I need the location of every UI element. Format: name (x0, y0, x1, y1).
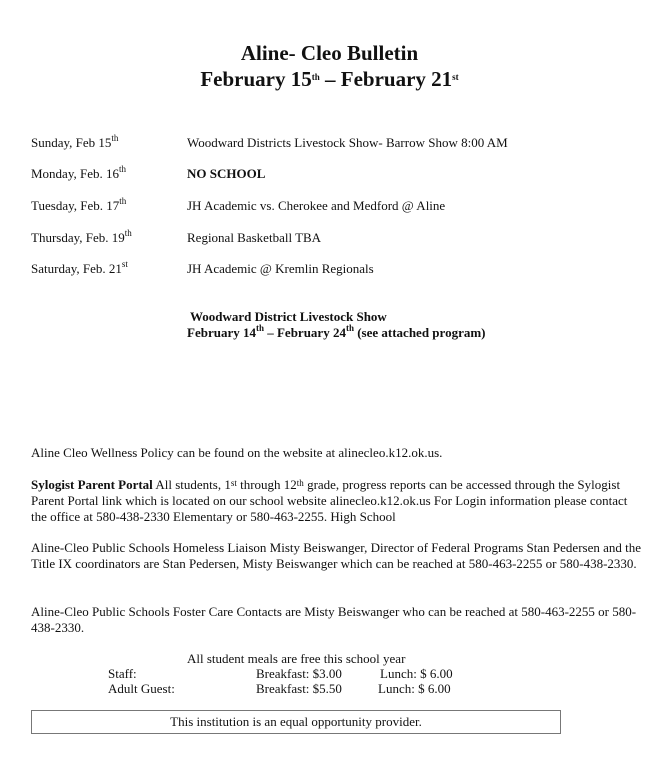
date-end: – February 21 (319, 67, 453, 91)
livestock-show-dates: February 14th – February 24th (see attached program) (187, 323, 486, 340)
event-description: JH Academic @ Kremlin Regionals (187, 261, 374, 276)
event-description: NO SCHOOL (187, 166, 266, 181)
bulletin-title (0, 40, 659, 66)
event-description: Woodward Districts Livestock Show- Barrow Show 8:00 AM (187, 135, 508, 150)
meal-breakfast: Breakfast: $5.50 (256, 681, 342, 696)
event-date: Sunday, Feb 15th (31, 133, 119, 150)
event-date: Saturday, Feb. 21st (31, 259, 128, 276)
date-end-suffix: st (452, 72, 459, 82)
wellness-policy-text: Aline Cleo Wellness Policy can be found on the website at alinecleo.k12.ok.us. (31, 445, 443, 460)
foster-care-text: Aline-Cleo Public Schools Foster Care Contacts are Misty Beiswanger who can be reached at 580-463-2255 or 580-438-2330. (31, 604, 637, 635)
event-date: Tuesday, Feb. 17th (31, 196, 127, 213)
parent-portal-heading: Sylogist Parent Portal (31, 477, 153, 492)
homeless-liaison-text: Aline-Cleo Public Schools Homeless Liaison Misty Beiswanger, Director of Federal Programs Stan Pedersen and the Title IX coordinators are Stan Pedersen, Misty Beiswanger which can be reached at 580-463-2255 or 580-438-2330. (31, 540, 642, 571)
meals-headline: All student meals are free this school year (187, 651, 406, 666)
event-date: Monday, Feb. 16th (31, 164, 127, 181)
notice-text: This institution is an equal opportunity provider. (170, 714, 422, 729)
bulletin-date-range (0, 66, 659, 92)
meal-lunch: Lunch: $ 6.00 (378, 681, 451, 696)
event-description: Regional Basketball TBA (187, 230, 322, 245)
event-date: Thursday, Feb. 19th (31, 228, 132, 245)
meal-lunch: Lunch: $ 6.00 (380, 666, 453, 681)
event-description: JH Academic vs. Cherokee and Medford @ Aline (187, 198, 446, 213)
livestock-show-title: Woodward District Livestock Show (190, 309, 387, 324)
meal-breakfast: Breakfast: $3.00 (256, 666, 342, 681)
title-text: Aline- Cleo Bulletin (240, 41, 419, 65)
date-start-suffix: th (311, 72, 320, 82)
meal-who: Adult Guest: (108, 681, 175, 696)
parent-portal-text: Sylogist Parent Portal All students, 1st through 12th grade, progress reports can be accessed through the Sylogist Parent Portal link which is located on our school website alinecleo.k12.ok.us For Login information please contact the office at 580-438-2330 Elementary or 580-463-2255. High School (31, 477, 628, 524)
equal-opportunity-notice (31, 710, 561, 734)
meal-who: Staff: (108, 666, 137, 681)
date-start: February 15 (200, 67, 312, 91)
